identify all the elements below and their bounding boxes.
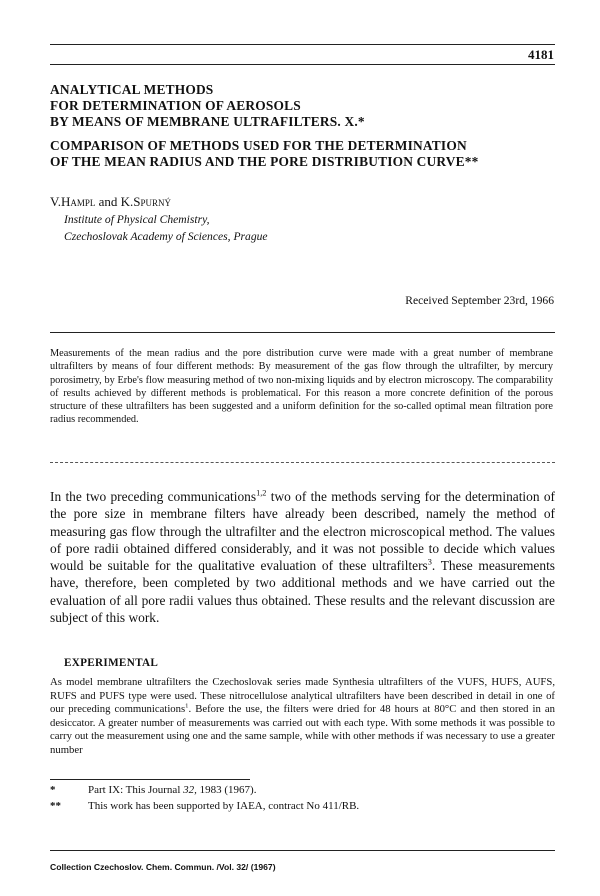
authors: [50, 194, 171, 210]
exp-ref: 1: [185, 702, 189, 710]
abstract: Measurements of the mean radius and the pore distribution curve were made with a great number of membrane ultrafilters by means of four different methods: By measurement of the gas flow through the ultrafilter, by mercury porosimetry, by Erbe's flow measuring method of two non-mixing liquids and by electron microscopy. The comparability of results achieved by different methods is problematical. For this reason a more concrete definition of the porous structure of these ultrafilters has been suggested and a uniform definition for the so-called optimal mean filtration pore radius recommended.: [50, 348, 553, 426]
exp-text-2: . Before the use, the filters were dried for 48 hours at 80°C and then stored in an desiccator. A greater number of measurements was carried out with each type. With some methods it was possible to carry out the measurement using one and the same sample, while with other methods if was necessary to use a greater number: [50, 703, 555, 756]
footnote-1: [50, 784, 256, 796]
footnote-1-volume: 32,: [183, 784, 197, 796]
affiliation-line-1: Institute of Physical Chemistry,: [64, 213, 210, 226]
title-line-2: FOR DETERMINATION OF AEROSOLS: [50, 98, 301, 113]
introduction-paragraph: [50, 488, 555, 626]
title-line-3: BY MEANS OF MEMBRANE ULTRAFILTERS. X.*: [50, 114, 365, 129]
author-1: V.Hampl: [50, 194, 96, 209]
intro-text-1: In the two preceding communications: [50, 489, 257, 504]
footnote-1-text-post: 1983 (1967).: [196, 784, 257, 796]
journal-footer: Collection Czechoslov. Chem. Commun. /Vol. 32/ (1967): [50, 862, 276, 872]
section-heading-experimental: EXPERIMENTAL: [64, 657, 159, 669]
intro-ref-1: 1,2: [256, 488, 267, 498]
experimental-paragraph: [50, 676, 555, 757]
footnote-2: [50, 800, 359, 812]
footnote-2-text: This work has been supported by IAEA, contract No 411/RB.: [88, 800, 360, 812]
intro-text-2: two of the methods serving for the determination of the pore size in membrane filters have already been described, namely the method of measuring gas flow through the ultrafilter and the electron microscopical method. The values of pore radii obtained differed considerably, and it was not possible to decide which values would be suitable for the qualitative evaluation of these ultrafilters: [50, 489, 555, 574]
title-line-1: ANALYTICAL METHODS: [50, 82, 214, 97]
footnote-1-mark: *: [50, 784, 56, 796]
title-line-4: COMPARISON OF METHODS USED FOR THE DETERMINATION: [50, 138, 467, 153]
received-date: Received September 23rd, 1966: [405, 294, 554, 307]
intro-ref-2: 3: [427, 557, 432, 567]
footer-rule: [50, 850, 555, 851]
affiliation-line-2: Czechoslovak Academy of Sciences, Prague: [64, 230, 268, 243]
title-line-5: OF THE MEAN RADIUS AND THE PORE DISTRIBUTION CURVE**: [50, 154, 479, 169]
authors-and: and: [98, 194, 118, 209]
top-rule: [50, 44, 555, 45]
exp-text-1: As model membrane ultrafilters the Czechoslovak series made Synthesia ultrafilters of the VUFS, HUFS, AUFS, RUFS and PUFS type were used. These nitrocellulose analytical ultrafilters have been described in detail in one of our preceding communications: [50, 676, 555, 715]
intro-text-3: . These measurements have, therefore, been completed by two additional methods and we have carried out the evaluation of all pore radii values thus obtained. These results and the relevant discussion are subject of this work.: [50, 558, 555, 626]
header-rule: [50, 64, 555, 65]
footnote-rule: [50, 779, 250, 780]
footnote-1-text-pre: Part IX: This Journal: [88, 784, 184, 796]
footnote-2-mark: **: [50, 800, 61, 812]
abstract-top-rule: [50, 332, 555, 333]
author-2: K.Spurný: [120, 194, 172, 209]
page-number: 4181: [528, 47, 554, 62]
abstract-bottom-rule: [50, 462, 555, 463]
